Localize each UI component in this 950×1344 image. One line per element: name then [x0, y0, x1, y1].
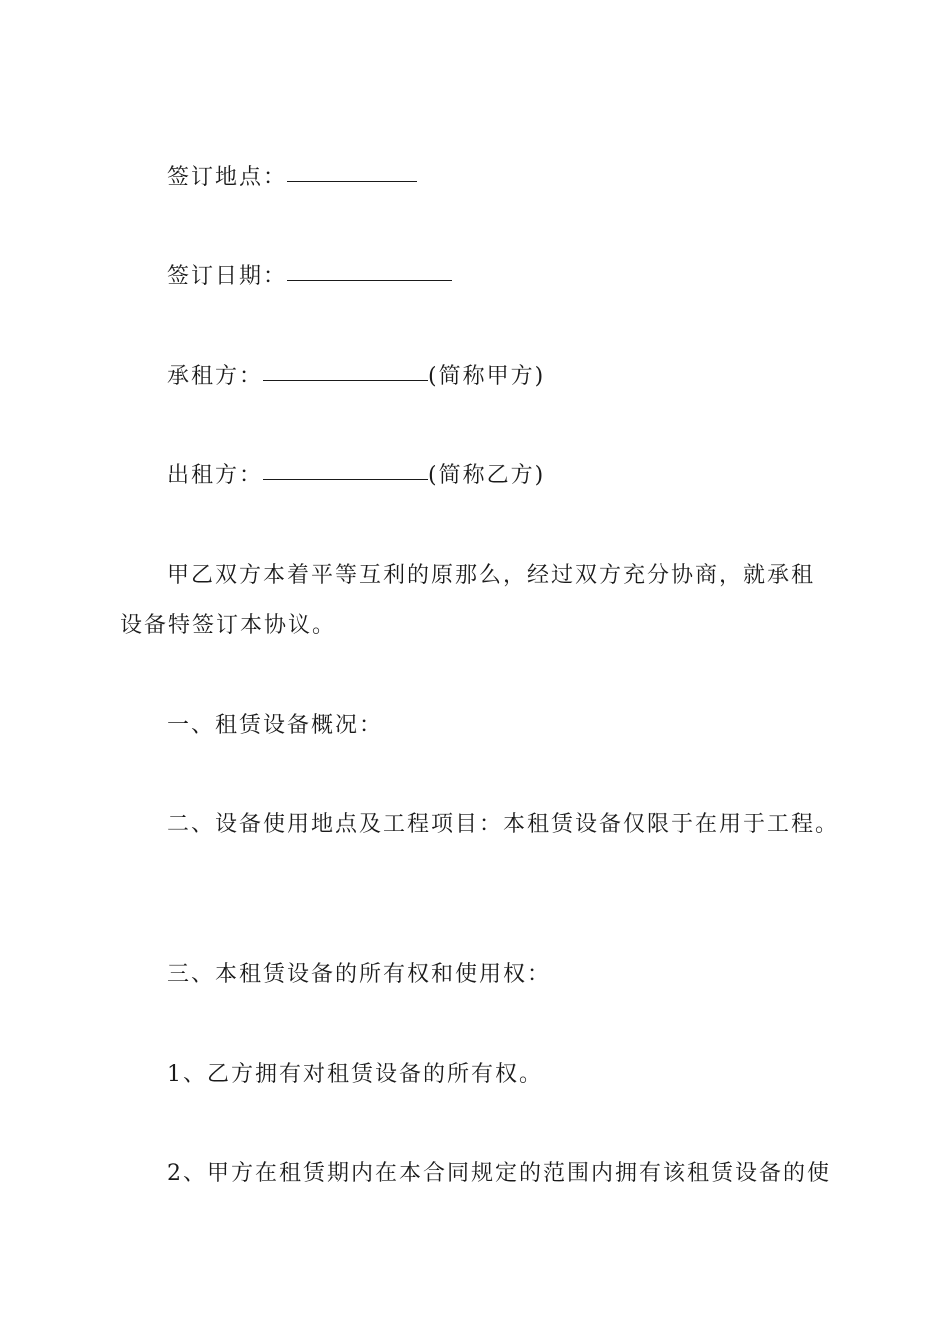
lessor-suffix: (简称乙方)	[428, 463, 546, 488]
sign-date-label: 签订日期：	[167, 264, 288, 289]
sign-place-blank	[287, 161, 417, 182]
sign-place-line	[167, 163, 417, 193]
sign-date-line	[167, 262, 452, 292]
intro-line-1: 甲乙双方本着平等互利的原那么，经过双方充分协商，就承租	[167, 563, 816, 588]
lessee-suffix: (简称甲方)	[428, 364, 546, 389]
item-1: 1、乙方拥有对租赁设备的所有权。	[167, 1062, 543, 1087]
lessor-label: 出租方：	[167, 463, 264, 488]
lessee-label: 承租方：	[167, 364, 264, 389]
lessor-blank	[263, 459, 428, 480]
lessee-line	[167, 362, 545, 392]
section-1-heading: 一、租赁设备概况：	[167, 713, 384, 738]
lessor-line	[167, 461, 545, 491]
intro-line-2: 设备特签订本协议。	[120, 613, 337, 638]
item-2: 2、甲方在租赁期内在本合同规定的范围内拥有该租赁设备的使	[167, 1161, 831, 1186]
sign-date-blank	[287, 260, 452, 281]
lessee-blank	[263, 360, 428, 381]
section-3-heading: 三、本租赁设备的所有权和使用权：	[167, 962, 552, 987]
section-2-heading: 二、设备使用地点及工程项目：本租赁设备仅限于在用于工程。	[167, 812, 840, 837]
sign-place-label: 签订地点：	[167, 165, 288, 190]
